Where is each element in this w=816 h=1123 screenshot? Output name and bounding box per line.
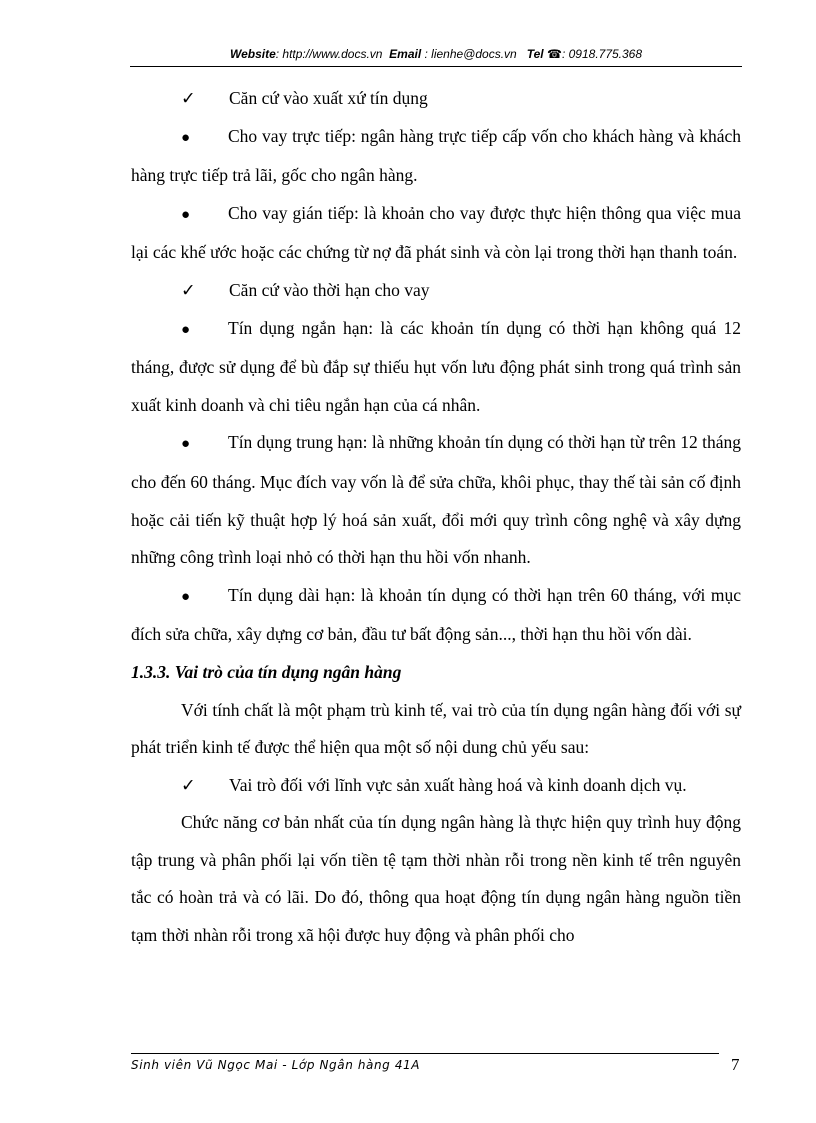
bullet-item-indirect-loan [131, 195, 741, 272]
website-label: Website [229, 47, 276, 61]
bullet-item-text: Cho vay gián tiếp: là khoản cho vay được thực hiện thông qua việc mua lại các khế ước hoặc các chứng từ nợ đã phát sinh và còn lại trong thời hạn thanh toán. [131, 202, 741, 263]
page-header [130, 47, 742, 61]
check-item-production [131, 767, 741, 805]
check-icon: ✓ [181, 88, 196, 108]
bullet-item-text: Tín dụng ngắn hạn: là các khoản tín dụng có thời hạn không quá 12 tháng, được sử dụng để bù đắp sự thiếu hụt vốn lưu động phát sinh trong quá trình sản xuất kinh doanh và chi tiêu ngắn hạn của cá nhân. [131, 317, 741, 415]
check-item-text: Căn cứ vào xuất xứ tín dụng [229, 88, 428, 108]
paragraph-intro: Với tính chất là một phạm trù kinh tế, vai trò của tín dụng ngân hàng đối với sự phát triển kinh tế được thể hiện qua một số nội dung chủ yếu sau: [131, 699, 741, 758]
bullet-icon: ● [181, 588, 191, 605]
bullet-item-medium-term [131, 424, 741, 576]
tel-label: Tel [526, 47, 544, 61]
bullet-item-text: Cho vay trực tiếp: ngân hàng trực tiếp cấp vốn cho khách hàng và khách hàng trực tiếp trả lãi, gốc cho ngân hàng. [131, 125, 741, 186]
section-heading: 1.3.3. Vai trò của tín dụng ngân hàng [131, 661, 402, 682]
check-item-text: Căn cứ vào thời hạn cho vay [229, 279, 430, 300]
bullet-item-text: Tín dụng dài hạn: là khoản tín dụng có thời hạn trên 60 tháng, với mục đích sửa chữa, xây dựng cơ bản, đầu tư bất động sản..., thời hạn thu hồi vốn dài. [131, 584, 741, 645]
check-item-text: Vai trò đối với lĩnh vực sản xuất hàng hoá và kinh doanh dịch vụ. [229, 774, 687, 795]
page-number: 7 [731, 1055, 740, 1074]
website-value: : http://www.docs.vn [275, 47, 383, 61]
tel-value: : 0918.775.368 [561, 47, 643, 61]
bullet-icon: ● [181, 436, 191, 453]
check-icon: ✓ [181, 774, 196, 795]
footer-divider [131, 1053, 719, 1054]
check-item-origin [131, 80, 741, 118]
phone-icon: ☎ [547, 47, 562, 61]
bullet-icon: ● [181, 129, 191, 146]
email-value: : lienhe@docs.vn [421, 47, 517, 61]
bullet-icon: ● [181, 321, 191, 338]
check-item-term [131, 272, 741, 310]
footer-author: Sinh viên Vũ Ngọc Mai - Lớp Ngân hàng 41A [131, 1058, 421, 1072]
check-icon: ✓ [181, 279, 196, 300]
bullet-item-short-term [131, 310, 741, 425]
email-label: Email [389, 47, 422, 61]
bullet-item-direct-loan [131, 118, 741, 195]
bullet-item-long-term [131, 577, 741, 654]
bullet-item-text: Tín dụng trung hạn: là những khoản tín dụng có thời hạn từ trên 12 tháng cho đến 60 tháng. Mục đích vay vốn là để sửa chữa, khôi phục, thay thế tài sản cố định hoặc cải tiến kỹ thuật hợp lý hoá sản xuất, đổi mới quy trình công nghệ và xây dựng những công trình loại nhỏ có thời hạn thu hồi vốn nhanh. [131, 432, 741, 568]
header-divider [130, 66, 742, 67]
paragraph-function: Chức năng cơ bản nhất của tín dụng ngân hàng là thực hiện quy trình huy động tập trung và phân phối lại vốn tiền tệ tạm thời nhàn rỗi trong nền kinh tế trên nguyên tắc có hoàn trả và có lãi. Do đó, thông qua hoạt động tín dụng ngân hàng nguồn tiền tạm thời nhàn rỗi trong xã hội được huy động và phân phối cho [131, 812, 741, 946]
page-body [131, 80, 741, 955]
bullet-icon: ● [181, 206, 191, 223]
